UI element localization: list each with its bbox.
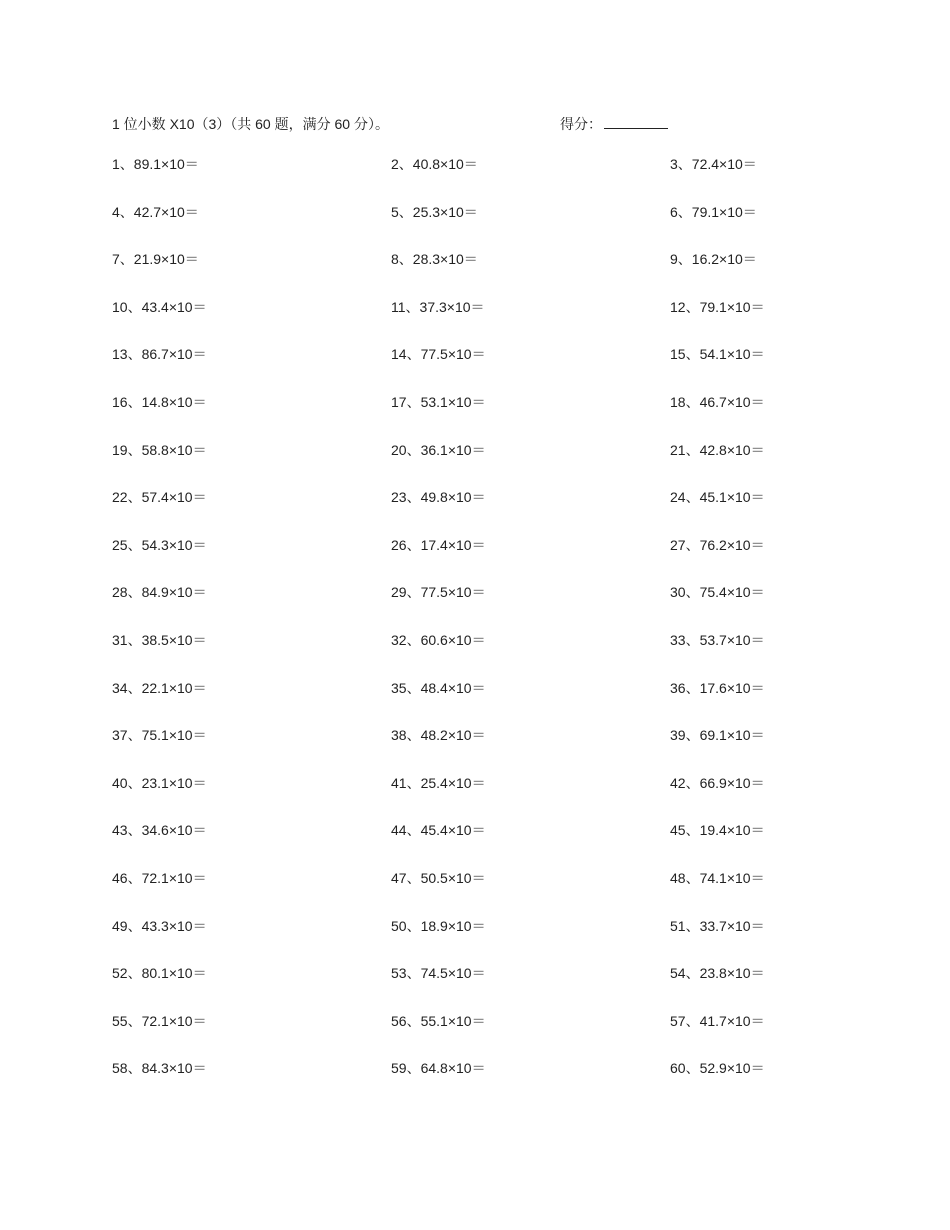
problem-item: 30、75.4×10＝ — [670, 584, 765, 601]
problem-item: 33、53.7×10＝ — [670, 631, 765, 648]
problem-item: 58、84.3×10＝ — [112, 1060, 207, 1077]
problem-item: 59、64.8×10＝ — [391, 1060, 486, 1077]
problem-item: 43、34.6×10＝ — [112, 822, 207, 839]
problem-item: 36、17.6×10＝ — [670, 679, 765, 696]
problem-item: 27、76.2×10＝ — [670, 536, 765, 553]
score-blank[interactable] — [604, 114, 668, 129]
problem-item: 10、43.4×10＝ — [112, 298, 207, 315]
problem-item: 2、40.8×10＝ — [391, 156, 478, 172]
problem-item: 44、45.4×10＝ — [391, 822, 486, 839]
problem-item: 16、14.8×10＝ — [112, 393, 207, 410]
problem-item: 8、28.3×10＝ — [391, 251, 478, 268]
problem-item: 28、84.9×10＝ — [112, 584, 207, 601]
problem-item: 4、42.7×10＝ — [112, 203, 199, 220]
problem-item: 24、45.1×10＝ — [670, 489, 765, 506]
problem-item: 39、69.1×10＝ — [670, 727, 765, 744]
problem-item: 55、72.1×10＝ — [112, 1012, 207, 1029]
problem-item: 57、41.7×10＝ — [670, 1012, 765, 1029]
problem-item: 22、57.4×10＝ — [112, 489, 207, 506]
problem-item: 9、16.2×10＝ — [670, 251, 757, 268]
problem-item: 1、89.1×10＝ — [112, 156, 199, 172]
problem-item: 23、49.8×10＝ — [391, 489, 486, 506]
worksheet-title: 1 位小数 X10（3）（共 60 题，满分 60 分）。 — [112, 116, 389, 132]
problem-item: 18、46.7×10＝ — [670, 393, 765, 410]
problem-item: 17、53.1×10＝ — [391, 393, 486, 410]
problem-item: 52、80.1×10＝ — [112, 965, 207, 982]
problem-item: 56、55.1×10＝ — [391, 1012, 486, 1029]
problem-item: 19、58.8×10＝ — [112, 441, 207, 458]
worksheet-header — [112, 114, 832, 136]
problem-item: 3、72.4×10＝ — [670, 156, 757, 172]
problem-item: 7、21.9×10＝ — [112, 251, 199, 268]
score-section — [560, 114, 668, 134]
problem-item: 31、38.5×10＝ — [112, 631, 207, 648]
problem-item: 41、25.4×10＝ — [391, 774, 486, 791]
problem-item: 42、66.9×10＝ — [670, 774, 765, 791]
problem-item: 54、23.8×10＝ — [670, 965, 765, 982]
problem-item: 21、42.8×10＝ — [670, 441, 765, 458]
problem-item: 6、79.1×10＝ — [670, 203, 757, 220]
problem-item: 40、23.1×10＝ — [112, 774, 207, 791]
problem-item: 26、17.4×10＝ — [391, 536, 486, 553]
problem-item: 53、74.5×10＝ — [391, 965, 486, 982]
problem-item: 46、72.1×10＝ — [112, 869, 207, 886]
problem-item: 34、22.1×10＝ — [112, 679, 207, 696]
problem-item: 48、74.1×10＝ — [670, 869, 765, 886]
problem-item: 14、77.5×10＝ — [391, 346, 486, 363]
problem-item: 45、19.4×10＝ — [670, 822, 765, 839]
problem-item: 20、36.1×10＝ — [391, 441, 486, 458]
problem-item: 60、52.9×10＝ — [670, 1060, 765, 1077]
problem-item: 5、25.3×10＝ — [391, 203, 478, 220]
problem-item: 35、48.4×10＝ — [391, 679, 486, 696]
problem-item: 12、79.1×10＝ — [670, 298, 765, 315]
problem-item: 25、54.3×10＝ — [112, 536, 207, 553]
problem-item: 38、48.2×10＝ — [391, 727, 486, 744]
problem-item: 13、86.7×10＝ — [112, 346, 207, 363]
problem-item: 29、77.5×10＝ — [391, 584, 486, 601]
problem-item: 49、43.3×10＝ — [112, 917, 207, 934]
problem-item: 11、37.3×10＝ — [391, 298, 485, 315]
problem-item: 32、60.6×10＝ — [391, 631, 486, 648]
problem-item: 37、75.1×10＝ — [112, 727, 207, 744]
problem-item: 15、54.1×10＝ — [670, 346, 765, 363]
problem-grid — [112, 154, 832, 1106]
problem-item: 50、18.9×10＝ — [391, 917, 486, 934]
problem-item: 47、50.5×10＝ — [391, 869, 486, 886]
problem-item: 51、33.7×10＝ — [670, 917, 765, 934]
score-label: 得分： — [560, 116, 602, 132]
